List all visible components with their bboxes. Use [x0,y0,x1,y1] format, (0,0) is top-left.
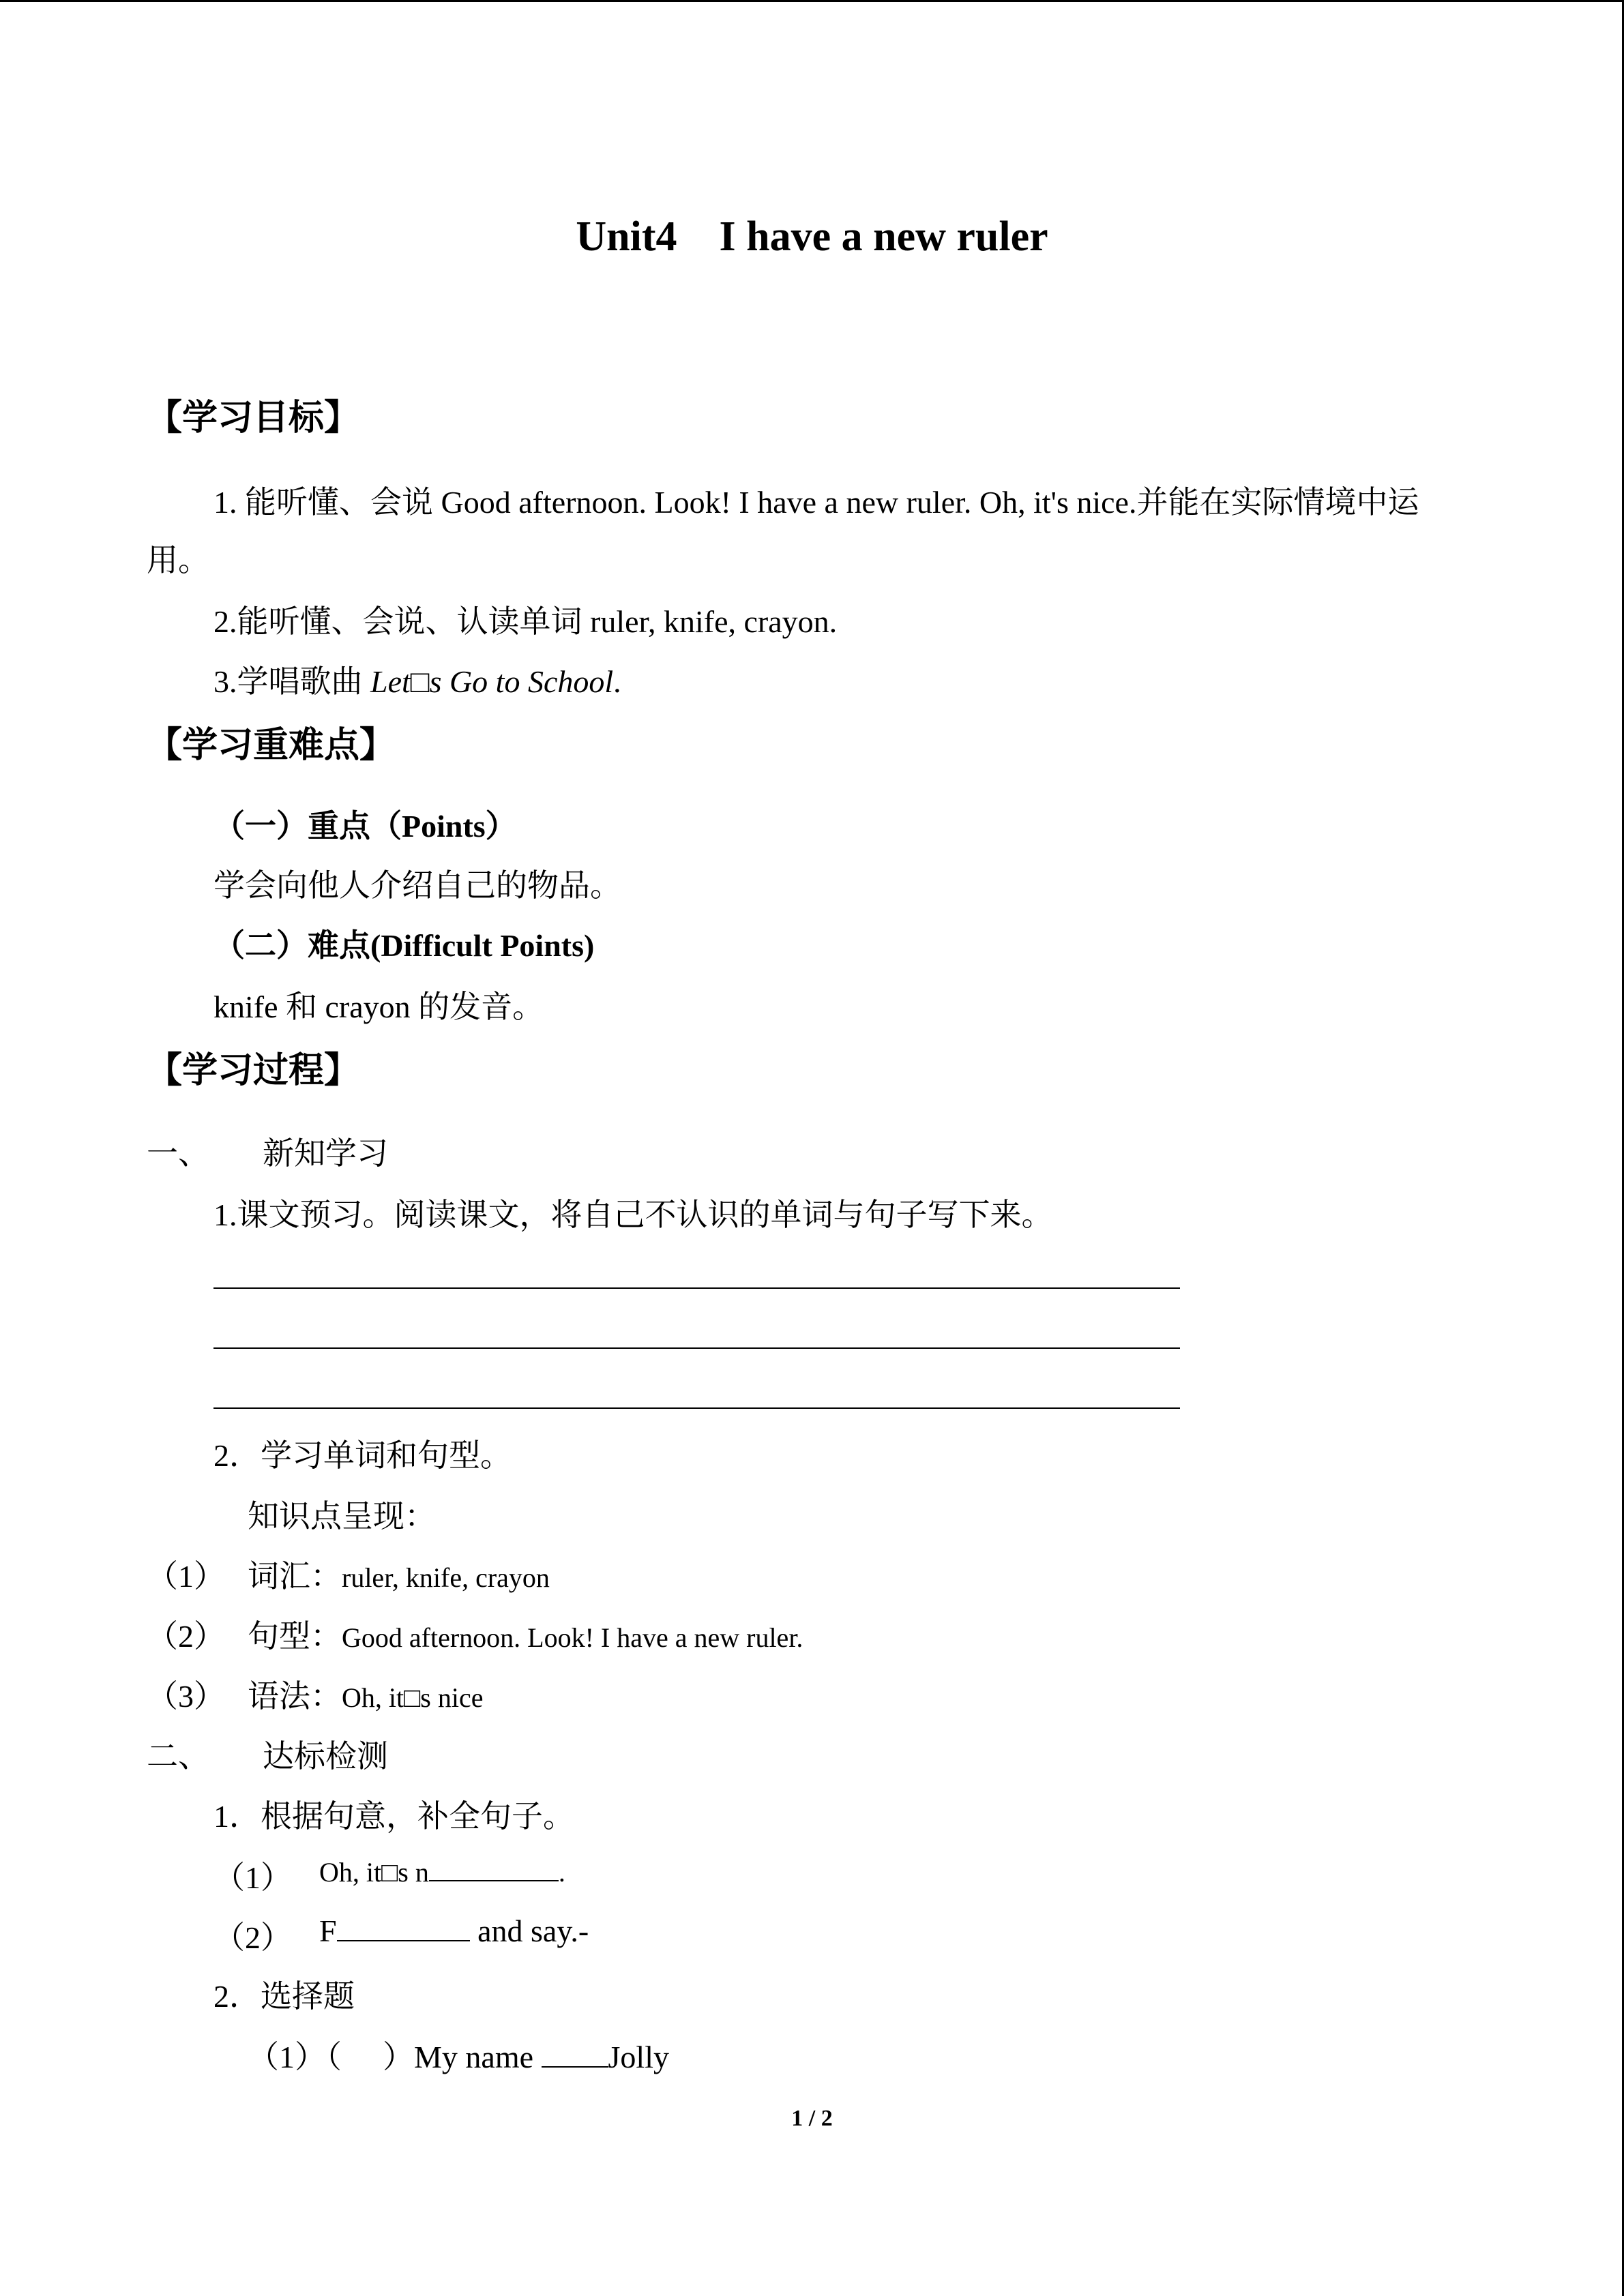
answer-line-1[interactable] [213,1287,1180,1289]
k2-row: 句型：Good afternoon. Look! I have a new ruler. [248,1619,803,1654]
step2: 2．学习单词和句型。 [213,1438,512,1473]
step1: 1.课文预习。阅读课文，将自己不认识的单词与句子写下来。 [213,1197,1053,1232]
k3-number: （3） [147,1679,225,1714]
page-number: 1 / 2 [791,2106,833,2131]
k1-number: （1） [147,1559,225,1594]
part1-number: 一、 [147,1136,209,1171]
ex2-q1: （1）（ ）My name Jolly [248,2040,669,2074]
goal-item-1: 1. 能听懂、会说 Good afternoon. Look! I have a new ruler. Oh, it's nice.并能在实际情境中运 [213,485,1419,520]
section-process: 【学习过程】 [147,1052,360,1090]
ex1-q1-blank[interactable] [429,1854,559,1881]
section-key-points: 【学习重难点】 [147,726,396,765]
section-goals: 【学习目标】 [147,399,360,438]
part2-title: 达标检测 [263,1739,388,1774]
knowledge-heading: 知识点呈现： [248,1499,436,1534]
page-title [0,213,1624,261]
points-label: （一）重点（Points） [213,809,517,844]
k2-number: （2） [147,1619,225,1654]
ex1-q1-number: （1） [213,1860,292,1895]
top-border [0,0,1624,2]
ex1-q2-number: （2） [213,1920,292,1955]
ex2-q1-blank[interactable] [542,2040,608,2068]
song-title: Let□s Go to School [370,664,614,699]
difficult-label: （二）难点(Difficult Points) [213,928,595,963]
difficult-text: knife 和 crayon 的发音。 [213,989,544,1024]
goal-item-2: 2.能听懂、会说、认读单词 ruler, knife, crayon. [213,604,838,639]
goal-item-1-cont: 用。 [147,543,209,578]
points-text: 学会向他人介绍自己的物品。 [213,868,621,903]
answer-line-3[interactable] [213,1407,1180,1409]
ex1-q2: F and say.- [319,1913,589,1948]
k3-row: 语法：Oh, it□s nice [248,1679,484,1714]
title-unit: Unit4 [576,213,677,260]
part1-title: 新知学习 [263,1136,388,1171]
goal-item-3: 3.学唱歌曲 Let□s Go to School. [213,664,621,699]
answer-line-2[interactable] [213,1347,1180,1349]
exercise1: 1．根据句意，补全句子。 [213,1799,574,1834]
k1-row: 词汇：ruler, knife, crayon [248,1559,550,1594]
part2-number: 二、 [147,1739,209,1774]
exercise2: 2．选择题 [213,1979,355,2014]
ex1-q1: Oh, it□s n . [319,1853,565,1889]
title-name: I have a new ruler [719,213,1048,260]
ex1-q2-blank[interactable] [337,1914,470,1941]
